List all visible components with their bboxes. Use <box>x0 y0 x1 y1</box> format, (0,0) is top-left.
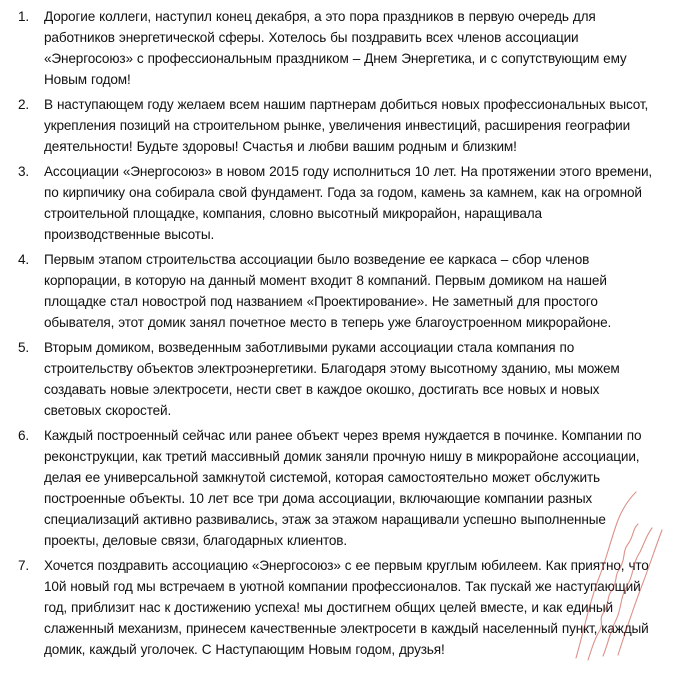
list-text: Дорогие коллеги, наступил конец декабря, а это пора праздников в первую очередь для работников энергетической сферы. Хотелось бы поздравить всех членов ассоциации «Энергосоюз» с профессиональным праздником – Днем Энергетика, и с сопутствующим ему Новым годом! <box>44 9 627 87</box>
list-number: 2. <box>18 97 30 112</box>
list-number: 4. <box>18 252 30 267</box>
list-number: 3. <box>18 164 30 179</box>
list-text: Каждый построенный сейчас или ранее объект через время нуждается в починке. Компании по реконструкции, как третий массивный домик заняли прочную нишу в микрорайоне ассоциации, делая ее универсальной замкнутой системой, которая самостоятельно может обслужить построенные объекты. 10 лет все три дома ассоциации, включающие компании разных специализаций активно развивались, этаж за этажом наращивали успешно выполненные проекты, деловые связи, благодарных клиентов. <box>44 428 642 548</box>
list-text: Первым этапом строительства ассоциации было возведение ее каркаса – сбор членов корпорации, в которую на данный момент входит 8 компаний. Первым домиком на нашей площадке стал новострой под названием «Проектирование». Не заметный для простого обывателя, этот домик занял почетное место в теперь уже благоустроенном микрорайоне. <box>44 252 612 330</box>
list-text: В наступающем году желаем всем нашим партнерам добиться новых профессиональных высот, укрепления позиций на строительном рынке, увеличения инвестиций, расширения географии деятельности! Будьте здоровы! Счастья и любви вашим родным и близким! <box>44 97 649 154</box>
list-text: Хочется поздравить ассоциацию «Энергосоюз» с ее первым круглым юбилеем. Как приятно, что 10й новый год мы встречаем в уютной компании профессионалов. Так пускай же наступающий год, приблизит нас к достижению успеха! мы достигнем общих целей вместе, и как единый слаженный механизм, принесем качественные электросети в каждый населенный пункт, каждый домик, каждый уголочек. С Наступающим Новым годом, друзья! <box>44 558 649 657</box>
list-number: 1. <box>18 9 30 24</box>
list-number: 6. <box>18 428 30 443</box>
list-item-7 <box>0 555 653 660</box>
list-item-3 <box>0 161 653 245</box>
list-number: 5. <box>18 340 30 355</box>
list-item-1 <box>0 6 653 90</box>
list-number: 7. <box>18 558 30 573</box>
list-text: Вторым домиком, возведенным заботливыми руками ассоциации стала компания по строительству объектов электроэнергетики. Благодаря этому высотному зданию, мы можем создавать новые электросети, нести свет в каждое окошко, достигать все новых и новых световых скоростей. <box>44 340 620 418</box>
list-text: Ассоциации «Энергосоюз» в новом 2015 году исполниться 10 лет. На протяжении этого времени, по кирпичику она собирала свой фундамент. Года за годом, камень за камнем, как на огромной строительной площадке, компания, словно высотный микрорайон, наращивала производственные высоты. <box>44 164 653 242</box>
list-item-6 <box>0 425 653 551</box>
document-body <box>0 6 677 664</box>
list-item-2 <box>0 94 653 157</box>
list-item-5 <box>0 337 653 421</box>
list-item-4 <box>0 249 653 333</box>
